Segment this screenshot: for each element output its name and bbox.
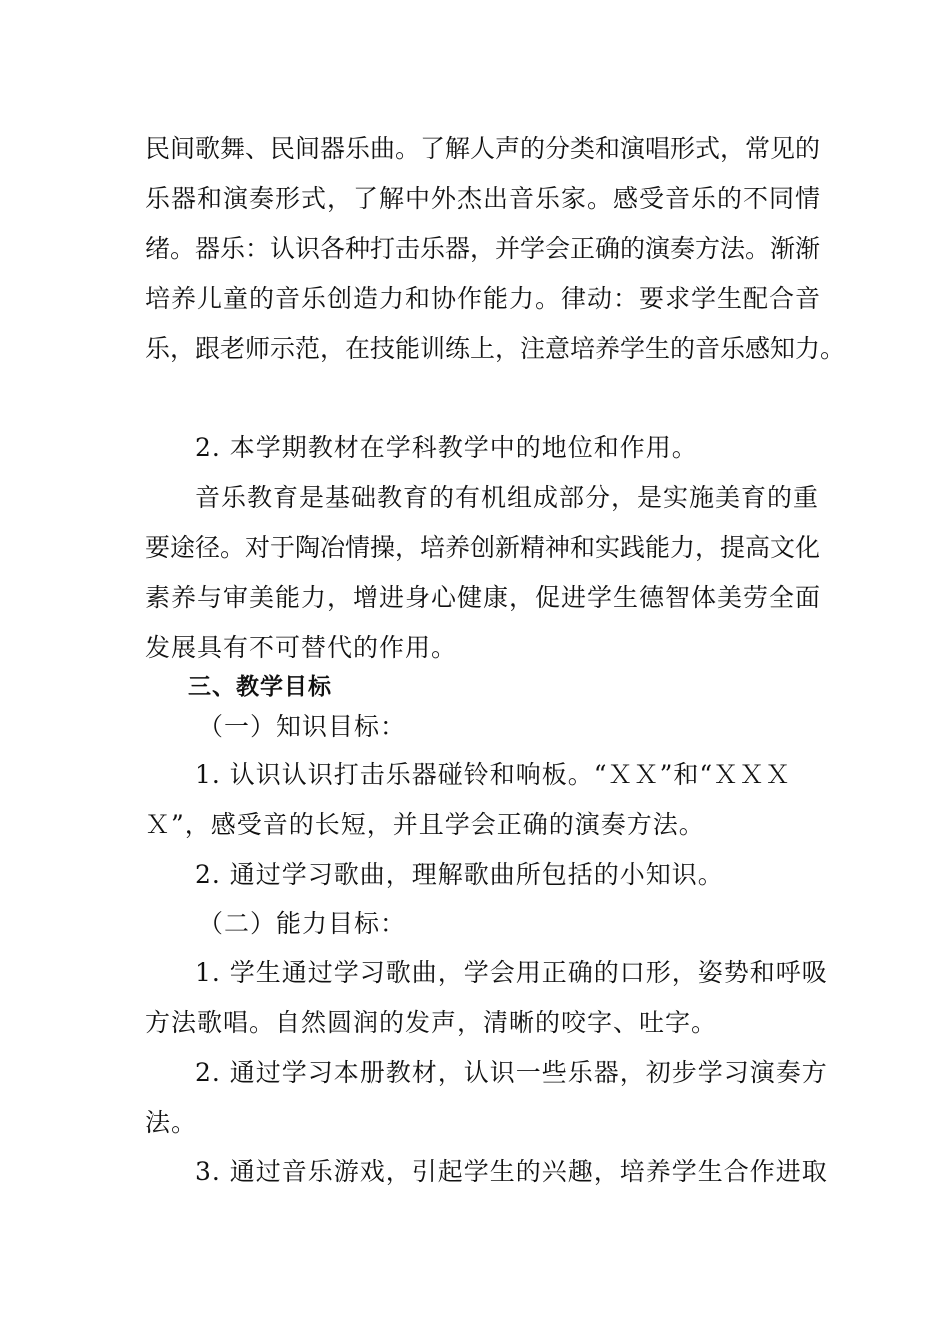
list-item: 3. 通过音乐游戏，引起学生的兴趣，培养学生合作进取 <box>195 1157 828 1186</box>
section-heading: 2. 本学期教材在学科教学中的地位和作用。 <box>195 433 698 462</box>
list-item: 2. 通过学习歌曲，理解歌曲所包括的小知识。 <box>195 860 724 889</box>
list-item: Ｘ”，感受音的长短，并且学会正确的演奏方法。 <box>145 810 705 839</box>
paragraph-line: 民间歌舞、民间器乐曲。了解人声的分类和演唱形式，常见的 <box>145 134 821 163</box>
list-item: 方法歌唱。自然圆润的发声，清晰的咬字、吐字。 <box>145 1008 718 1037</box>
paragraph-line: 乐，跟老师示范，在技能训练上，注意培养学生的音乐感知力。 <box>145 334 846 363</box>
paragraph-line: 绪。器乐：认识各种打击乐器，并学会正确的演奏方法。渐渐 <box>145 234 821 263</box>
list-item: 2. 通过学习本册教材，认识一些乐器，初步学习演奏方 <box>195 1058 828 1087</box>
paragraph-line: 培养儿童的音乐创造力和协作能力。律动：要求学生配合音 <box>145 284 822 313</box>
list-item: 1. 学生通过学习歌曲，学会用正确的口形，姿势和呼吸 <box>195 958 828 987</box>
subsection-heading: （二）能力目标： <box>198 909 407 938</box>
paragraph-line: 要途径。对于陶冶情操，培养创新精神和实践能力，提高文化 <box>145 533 821 562</box>
paragraph-line: 发展具有不可替代的作用。 <box>145 633 458 662</box>
list-item: 法。 <box>145 1108 198 1137</box>
paragraph-line: 乐器和演奏形式，了解中外杰出音乐家。感受音乐的不同情 <box>145 184 822 213</box>
paragraph-line: 素养与审美能力，增进身心健康，促进学生德智体美劳全面 <box>145 583 822 612</box>
paragraph-line: 音乐教育是基础教育的有机组成部分，是实施美育的重 <box>195 483 820 512</box>
subsection-heading: （一）知识目标： <box>198 712 407 741</box>
section-heading: 三、教学目标 <box>188 674 332 700</box>
list-item: 1. 认识认识打击乐器碰铃和响板。“ＸＸ”和“ＸＸＸ <box>195 760 792 789</box>
